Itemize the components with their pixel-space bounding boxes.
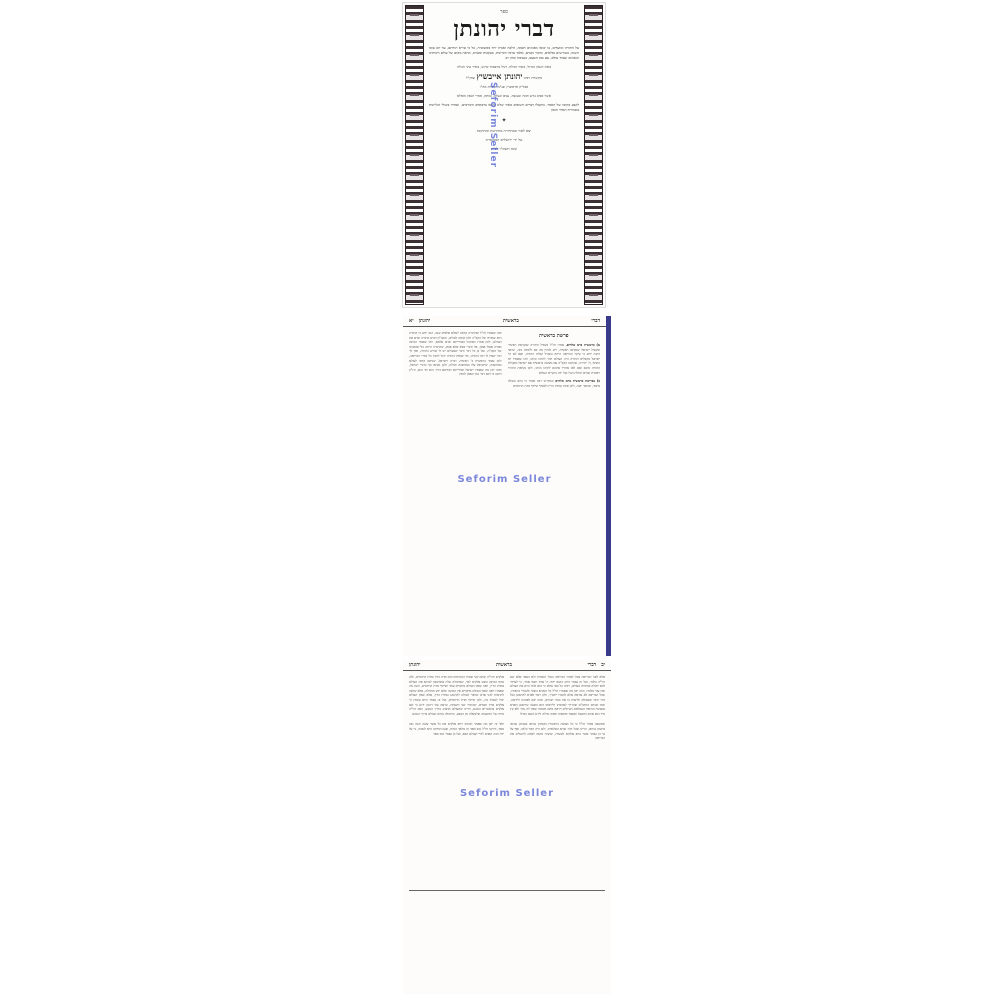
verse-heading: ב) בבריאת בראשית ברא אלהים (555, 379, 600, 384)
running-head-left (409, 318, 430, 324)
section-divider (409, 890, 605, 891)
text-column-right (508, 331, 601, 653)
author-suffix: זצוק"ל (466, 76, 476, 80)
author-line (429, 71, 579, 81)
running-head (403, 660, 611, 671)
author-intro: מאת הגאון הגדול, מאור הגולה, דגול מרבבות קדוש, מאיר עיני הגולה (456, 65, 552, 69)
commentary-text-lower: ולפי זה יובן מה שאמר הכתוב וירא אלקים את כל אשר עשה והנה טוב מאד, ודרשו חז"ל טוב מאד זה מלאך המות, שגם המיתה היא לטובה, כי על ידה זוכה האדם לחיי העולם הבא, ועל כן נאמר טוב מאד (409, 722, 504, 736)
verse-heading: א) בראשית ברא אלהים. (565, 343, 600, 347)
commentary-text: ומה שאמרו חז"ל שהתורה קדמה לעולם אלפים שנה, הנה ידוע כי התורה היא שמותיו של הקב"ה ולכן קדמה לעולם, והקב"ה הביט בתורה וברא את העולם, ולכן אמרו הסתכל באורייתא וברא עלמא, וזהו שאמר הכתוב ואהיה אצלו אמון, אל תקרי אמון אלא אומן, שהתורה היתה כלי אומנותו של הקב"ה, ועל כן כל דבר ודבר שבעולם יש לו שורש בתורה, ואין לך דבר שאין לו רמז בתורה, ומי שמבין בתורה יכול להבין כל סדרי הבריאה, ולכן נאמר בראשית ב' ראשית, תורה וישראל, שניהם קדמו לעולם במחשבה, שישראל עלו במחשבה תחלה, ולכן נקראו בני בכורי ישראל, ומזה יובן מה שאמרו ישראל ואורייתא וקודשא בריך הוא חד הוא, ודו"ק היטב כי הוא דבר נכון ונאמן למבין (409, 331, 502, 377)
commentary-text: אלקים והוי"ה שהם שני שמות הקדושים והם מדת הדין ומדת הרחמים, ולכן פתח הכתוב בשם אלקים לבד, שבתחלה עלה במחשבה לברוא את העולם במדת הדין, ראה שאין העולם מתקיים עמד ושיתף מדת הרחמים, והנה מה שאמרו ראה שאין העולם מתקיים אין הכוונה שלא ידע מתחלה, אלא שרצה להראות לבני אדם שראוי לעולם להתנהג במדת הדין, אלא שאין העולם יכול לעמוד בה, ולכן שיתף מדת הרחמים, ועל זה נאמר ביום עשות ה' אלקים ארץ ושמים, שהזכיר שני השמות, ונראה עוד דהנה ידוע כי שם אלקים בגימטריא הטבע, והיינו שהעולם מתנהג בדרך הטבע, ושם הוי"ה מורה על ההשגחה שלמעלה מן הטבע, ובתחלה נברא העולם בדרך הטבע (409, 675, 504, 716)
commentary-text: אמרו חז"ל בשביל התורה שנקראת ראשית ובשביל ישראל שנקראו ראשית, ויש להבין מה בא ללמדנו בזה, ונראה דהנה ידוע כי עיקר הבריאה היתה בשביל קבלת התורה, ואם לא היו ישראל מקבלים התורה היה העולם חוזר לתוהו ובוהו, וזהו שאמרו יום הששי, ה' יתירה, שהתנה הקב"ה עם מעשה בראשית אם ישראל מקבלים התורה מוטב ואם לאו אחזיר אתכם לתוהו ובוהו, ולכן נקראת התורה ראשית שהיא תחלת הכל ועל ידה נתקיים העולם (507, 343, 600, 375)
publisher-line-1: יצא לאור במהדורה מחודשת ומתוקנת (476, 128, 532, 133)
running-head (403, 316, 606, 327)
ornamental-border-left (405, 5, 424, 305)
watermark-vertical: Seforim Seller (488, 82, 498, 169)
commentary-text: ובמדרש רבה אמרו כי ברא העולם בחסד, ובחסד יבנה, ולכן פתח במדת הדין ולבסוף שיתף מדת הרחמים (507, 379, 600, 388)
commentary-paragraph (508, 379, 601, 388)
author-name: יהונתן אייבשיץ (476, 71, 523, 81)
running-head-left: יהונתן (409, 662, 421, 668)
text-columns (403, 327, 606, 653)
book-page-2 (403, 660, 611, 994)
running-head-name: יהונתן (418, 318, 431, 324)
book-title: דברי יהונתן (453, 16, 555, 42)
commentary-text: אלא לפני הבריאה אבל לאחר הבריאה בטלו השמות ולא נשאר אלא שם הוי"ה בלבד, ועל זה נאמר ביום ההוא יהיה ה' אחד ושמו אחד, כי לעתיד לבא יתגלה אחדותו בעולם, ויבינו כל באי עולם כי הוא לבדו ברא את העולם ואין עוד מלבדו, ובזה יובן מה שאמרו חז"ל כל הנקרא בשמי ולכבודי בראתיו, שכל הבריאה לא נבראה אלא לכבודו יתברך, ולכן ראוי לאדם להתבונן בכל דבר ודבר שבעולם ולראות בו את כבוד הבורא, ומזה יבא לאהבה וליראה, וכמו שכתב הרמב"ם שהדרך לאהבתו וליראתו הוא בשעה שיתבונן האדם במעשיו וברואיו הנפלאים הגדולים ויראה מהם חכמתו שאין לה ערך ולא קץ מיד הוא אוהב ומשבח ומפאר ומתאוה תאוה גדולה לידע השם הגדול (510, 675, 605, 716)
running-head-right: דברי (591, 318, 600, 324)
title-description: על התורה ומועדים, בו יבואו מפנינים חכמה, הלכה ואגדה יחד מפשוטיה, כל כי טריא תורתם, עד יום טובו השנה, בשורשים נפלאים, ומקור נקבים, מלבד ערכיו וזכרונות, בעקבות ומצוות, מראה מקום של עולם ורבותינו הגאונים ועמוד עולם, עם טוב הטעם, בנעימה ובחן רב (429, 46, 579, 60)
publisher-line-3: שנת תשמ"ו לפ"ק (490, 146, 518, 151)
running-head-title: דברי (587, 662, 597, 668)
book-page-1 (403, 316, 611, 656)
publisher-line-2: על ידי ירושלים המבוארת (485, 137, 523, 142)
author-line-2: אבד"ק פרוסטיץ ובג"מ קהלות אה"ו (479, 85, 529, 89)
commentary-text-lower: ומבשבה אמרו חז"ל כי כל מעשה בראשית בקומתן נבראו בצביונן נבראו בדעתן נבראו, והיינו שכל דבר נברא בשלמותו, ולא היה חסר כלום, ואף על פי כן נאמר אשר ברא אלקים לעשות, שהניח מקום לאדם להשלים את הבריאה (510, 722, 605, 741)
author-prefix: מקשרת רבינו (523, 76, 542, 80)
page-number: יב (601, 662, 605, 668)
watermark-horizontal: Seforim Seller (459, 788, 555, 799)
commentary-paragraph (508, 343, 601, 375)
title-subtitle: אשר סביב נודע תמה ונשגבה, נעים ונעלה, נמתק, ספרי הגאון מופלא (457, 94, 551, 98)
text-columns (403, 671, 611, 991)
watermark-horizontal: Seforim Seller (457, 474, 552, 485)
title-note: לקבע מקומו של הספר, נתקבלו דברים חשובים מאוד שלא הובאו בדפוסים הקודמים, ונסדרו בשולי הגליונות בשמירת הסדר הנכון (429, 103, 579, 112)
title-prefix: ספר (500, 9, 508, 15)
title-page-content (429, 7, 579, 303)
page-number: יא (409, 318, 414, 324)
text-column-right (510, 675, 605, 991)
text-column-left (409, 331, 502, 653)
ornament-mark: ✦ (501, 117, 507, 124)
text-column-left (409, 675, 504, 991)
title-page (402, 2, 606, 308)
running-head-right (587, 662, 605, 668)
running-head-center: בראשית (502, 318, 519, 324)
parasha-heading: פרשת בראשית (539, 333, 569, 339)
ornamental-border-right (584, 5, 603, 305)
running-head-center: בראשית (495, 662, 512, 668)
